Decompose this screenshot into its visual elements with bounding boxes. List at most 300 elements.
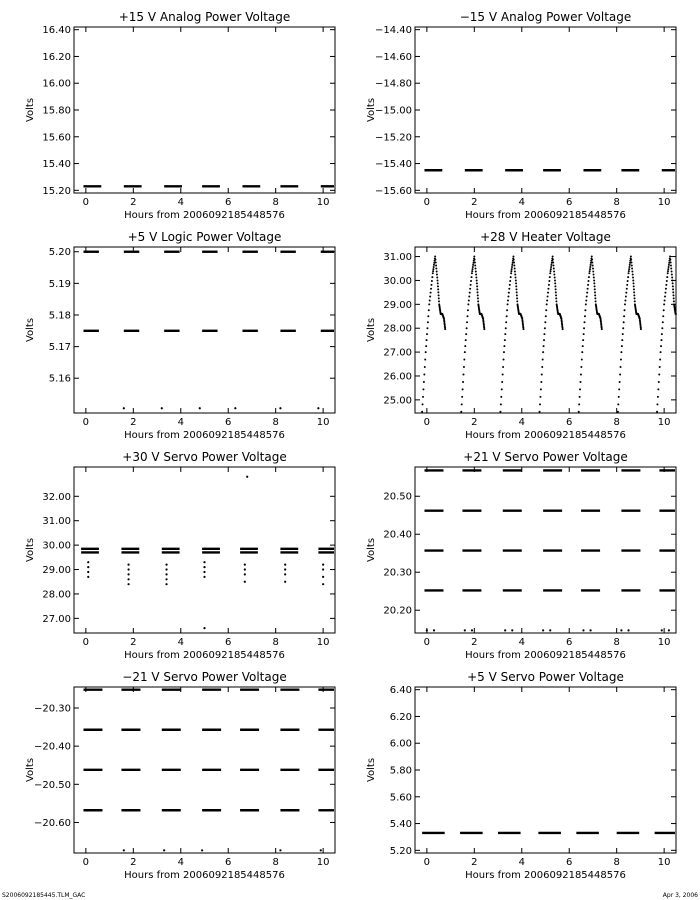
x-tick-label: 6 xyxy=(566,857,573,868)
data-point xyxy=(581,359,583,361)
data-point xyxy=(594,288,596,290)
chart-title: +21 V Servo Power Voltage xyxy=(463,450,628,464)
data-point xyxy=(547,288,549,290)
data-point xyxy=(593,273,595,275)
x-tick-label: 6 xyxy=(566,637,573,648)
data-point xyxy=(543,345,545,347)
data-point xyxy=(632,282,634,284)
x-tick-label: 6 xyxy=(566,417,573,428)
x-tick-label: 2 xyxy=(130,417,137,428)
data-point xyxy=(322,583,324,585)
data-point xyxy=(618,396,620,398)
data-point xyxy=(165,568,167,570)
data-point xyxy=(673,300,675,302)
chart-title: −21 V Servo Power Voltage xyxy=(122,670,287,684)
data-point xyxy=(473,256,475,258)
data-point xyxy=(471,629,473,631)
y-tick-label: 20.40 xyxy=(383,529,412,541)
x-tick-label: 0 xyxy=(82,197,90,208)
chart-title: +15 V Analog Power Voltage xyxy=(118,10,291,24)
x-tick-label: 2 xyxy=(130,857,137,868)
data-point xyxy=(437,279,439,281)
data-point xyxy=(161,407,163,409)
data-point xyxy=(549,629,551,631)
data-point xyxy=(671,273,673,275)
data-point xyxy=(516,300,518,302)
data-point xyxy=(462,381,464,383)
chart-panel-2 xyxy=(366,10,676,221)
data-point xyxy=(587,284,589,286)
data-point xyxy=(669,256,671,258)
data-point xyxy=(659,359,661,361)
data-point xyxy=(658,381,660,383)
data-point xyxy=(462,388,464,390)
plot-frame xyxy=(74,27,335,193)
data-point xyxy=(662,315,664,317)
data-point xyxy=(631,267,633,269)
data-point xyxy=(640,328,642,330)
data-point xyxy=(544,327,546,329)
data-point xyxy=(511,268,513,270)
data-point xyxy=(502,373,504,375)
y-axis-label: Volts xyxy=(25,537,36,563)
y-tick-label: −15.60 xyxy=(374,185,412,197)
data-point xyxy=(540,388,542,390)
data-point xyxy=(467,303,469,305)
data-point xyxy=(428,303,430,305)
data-point xyxy=(474,259,476,261)
data-point xyxy=(322,564,324,566)
data-point xyxy=(546,303,548,305)
data-point xyxy=(87,571,89,573)
x-axis-label: Hours from 2006092185448576 xyxy=(465,210,626,221)
data-point xyxy=(578,403,580,405)
y-tick-label: 5.17 xyxy=(48,342,71,354)
y-axis-label: Volts xyxy=(366,757,377,783)
y-tick-label: −20.30 xyxy=(33,703,71,715)
data-point xyxy=(474,262,476,264)
data-point xyxy=(672,282,674,284)
data-point xyxy=(553,270,555,272)
data-point xyxy=(627,276,629,278)
data-point xyxy=(284,564,286,566)
data-point xyxy=(435,262,437,264)
x-tick-label: 0 xyxy=(423,857,431,868)
y-tick-label: 15.40 xyxy=(42,159,71,171)
y-tick-label: 5.40 xyxy=(389,819,412,831)
data-point xyxy=(552,256,554,258)
data-point xyxy=(626,288,628,290)
data-point xyxy=(469,292,471,294)
y-tick-label: 16.00 xyxy=(42,78,71,90)
data-point xyxy=(438,294,440,296)
data-point xyxy=(665,288,667,290)
data-point xyxy=(550,266,552,268)
data-point xyxy=(554,279,556,281)
data-point xyxy=(554,276,556,278)
data-point xyxy=(510,276,512,278)
data-point xyxy=(87,576,89,578)
data-point xyxy=(549,276,551,278)
data-point xyxy=(541,373,543,375)
data-point xyxy=(542,629,544,631)
y-tick-label: 29.00 xyxy=(383,299,412,311)
data-point xyxy=(623,321,625,323)
data-point xyxy=(540,381,542,383)
data-point xyxy=(629,264,631,266)
data-point xyxy=(502,366,504,368)
data-point xyxy=(234,407,236,409)
data-point xyxy=(501,381,503,383)
data-point xyxy=(165,578,167,580)
data-point xyxy=(628,272,630,274)
x-axis-label: Hours from 2006092185448576 xyxy=(465,430,626,441)
data-point xyxy=(508,288,510,290)
data-point xyxy=(472,268,474,270)
data-point xyxy=(592,267,594,269)
data-point xyxy=(584,309,586,311)
data-point xyxy=(586,296,588,298)
x-tick-label: 8 xyxy=(613,197,620,208)
data-point xyxy=(279,407,281,409)
x-tick-label: 6 xyxy=(566,197,573,208)
plot-frame xyxy=(415,687,676,853)
data-point xyxy=(516,294,518,296)
data-point xyxy=(633,294,635,296)
data-point xyxy=(553,267,555,269)
data-point xyxy=(477,291,479,293)
data-point xyxy=(550,270,552,272)
data-point xyxy=(669,259,671,261)
x-tick-label: 10 xyxy=(316,417,330,428)
data-point xyxy=(625,292,627,294)
x-axis-label: Hours from 2006092185448576 xyxy=(124,210,285,221)
y-tick-label: −20.40 xyxy=(33,741,71,753)
data-point xyxy=(627,629,629,631)
data-point xyxy=(476,288,478,290)
data-point xyxy=(123,849,125,851)
data-point xyxy=(421,411,423,413)
data-point xyxy=(514,267,516,269)
data-point xyxy=(664,292,666,294)
data-point xyxy=(579,388,581,390)
data-point xyxy=(562,328,564,330)
data-point xyxy=(555,294,557,296)
data-point xyxy=(203,566,205,568)
x-tick-label: 4 xyxy=(177,417,184,428)
data-point xyxy=(617,403,619,405)
x-tick-label: 10 xyxy=(316,637,330,648)
data-point xyxy=(510,272,512,274)
x-tick-label: 4 xyxy=(518,197,525,208)
data-point xyxy=(429,299,431,301)
x-tick-label: 0 xyxy=(82,637,90,648)
data-point xyxy=(437,291,439,293)
x-tick-label: 6 xyxy=(225,417,232,428)
data-point xyxy=(476,282,478,284)
x-tick-label: 4 xyxy=(177,857,184,868)
data-point xyxy=(660,351,662,353)
y-tick-label: 31.00 xyxy=(383,252,412,264)
data-point xyxy=(672,294,674,296)
data-point xyxy=(320,849,322,851)
x-tick-label: 6 xyxy=(225,197,232,208)
data-point xyxy=(244,564,246,566)
data-point xyxy=(587,288,589,290)
data-point xyxy=(542,359,544,361)
data-point xyxy=(423,381,425,383)
data-point xyxy=(475,273,477,275)
data-point xyxy=(165,583,167,585)
x-axis-label: Hours from 2006092185448576 xyxy=(124,870,285,881)
data-point xyxy=(438,300,440,302)
data-point xyxy=(461,396,463,398)
data-point xyxy=(429,296,431,298)
data-point xyxy=(434,259,436,261)
data-point xyxy=(425,351,427,353)
data-point xyxy=(87,566,89,568)
data-point xyxy=(425,345,427,347)
x-tick-label: 10 xyxy=(316,857,330,868)
data-point xyxy=(474,265,476,267)
y-tick-label: 5.16 xyxy=(48,373,71,385)
y-tick-label: 30.00 xyxy=(383,275,412,287)
data-point xyxy=(582,345,584,347)
data-point xyxy=(548,280,550,282)
x-tick-label: 6 xyxy=(225,857,232,868)
data-point xyxy=(430,292,432,294)
data-point xyxy=(666,276,668,278)
data-point xyxy=(624,309,626,311)
y-tick-label: 28.00 xyxy=(42,589,71,601)
data-point xyxy=(426,333,428,335)
data-point xyxy=(545,309,547,311)
data-point xyxy=(579,396,581,398)
data-point xyxy=(426,629,428,631)
x-axis-label: Hours from 2006092185448576 xyxy=(124,430,285,441)
data-point xyxy=(507,303,509,305)
data-point xyxy=(201,849,203,851)
data-point xyxy=(127,573,129,575)
data-point xyxy=(516,297,518,299)
y-tick-label: 5.19 xyxy=(48,278,71,290)
y-tick-label: 5.60 xyxy=(389,792,412,804)
y-tick-label: 6.20 xyxy=(389,711,412,723)
data-point xyxy=(431,280,433,282)
data-point xyxy=(628,270,630,272)
data-point xyxy=(465,333,467,335)
data-point xyxy=(436,273,438,275)
data-point xyxy=(509,280,511,282)
data-point xyxy=(671,270,673,272)
data-point xyxy=(620,366,622,368)
y-tick-label: −14.80 xyxy=(374,78,412,90)
data-point xyxy=(199,407,201,409)
data-point xyxy=(593,279,595,281)
x-axis-label: Hours from 2006092185448576 xyxy=(465,650,626,661)
data-point xyxy=(547,292,549,294)
data-point xyxy=(423,373,425,375)
data-point xyxy=(165,573,167,575)
data-point xyxy=(244,568,246,570)
data-point xyxy=(432,268,434,270)
data-point xyxy=(505,327,507,329)
data-point xyxy=(546,299,548,301)
data-point xyxy=(433,266,435,268)
data-point xyxy=(583,327,585,329)
data-point xyxy=(87,561,89,563)
data-point xyxy=(424,359,426,361)
data-point xyxy=(592,265,594,267)
data-point xyxy=(433,629,435,631)
data-point xyxy=(444,328,446,330)
data-point xyxy=(664,296,666,298)
data-point xyxy=(203,627,205,629)
data-point xyxy=(515,288,517,290)
data-point xyxy=(634,300,636,302)
data-point xyxy=(506,315,508,317)
data-point xyxy=(435,265,437,267)
x-tick-label: 8 xyxy=(613,857,620,868)
data-point xyxy=(127,564,129,566)
data-point xyxy=(594,291,596,293)
data-point xyxy=(590,264,592,266)
data-point xyxy=(632,276,634,278)
y-tick-label: 20.20 xyxy=(383,605,412,617)
data-point xyxy=(244,573,246,575)
data-point xyxy=(469,288,471,290)
data-point xyxy=(580,373,582,375)
data-point xyxy=(468,296,470,298)
x-tick-label: 4 xyxy=(518,417,525,428)
data-point xyxy=(582,629,584,631)
data-point xyxy=(601,328,603,330)
y-tick-label: 5.20 xyxy=(48,247,71,259)
data-point xyxy=(555,297,557,299)
data-point xyxy=(593,276,595,278)
data-point xyxy=(483,328,485,330)
data-point xyxy=(624,303,626,305)
data-point xyxy=(163,849,165,851)
chart-panel-3 xyxy=(25,230,335,441)
y-tick-label: 16.40 xyxy=(42,25,71,37)
data-point xyxy=(430,288,432,290)
y-tick-label: 5.18 xyxy=(48,310,71,322)
y-axis-label: Volts xyxy=(25,97,36,123)
data-point xyxy=(432,270,434,272)
x-tick-label: 4 xyxy=(518,857,525,868)
data-point xyxy=(657,396,659,398)
y-tick-label: 6.40 xyxy=(389,685,412,697)
y-tick-label: −20.50 xyxy=(33,779,71,791)
y-tick-label: −15.00 xyxy=(374,105,412,117)
data-point xyxy=(622,333,624,335)
y-tick-label: 29.00 xyxy=(42,565,71,577)
data-point xyxy=(500,396,502,398)
data-point xyxy=(422,388,424,390)
data-point xyxy=(422,396,424,398)
data-point xyxy=(670,262,672,264)
data-point xyxy=(661,629,663,631)
data-point xyxy=(284,581,286,583)
x-tick-label: 2 xyxy=(471,417,478,428)
data-point xyxy=(504,629,506,631)
data-point xyxy=(422,403,424,405)
data-point xyxy=(464,629,466,631)
y-tick-label: 6.00 xyxy=(389,738,412,750)
chart-panel-6 xyxy=(366,450,676,661)
data-point xyxy=(508,292,510,294)
y-tick-label: 27.00 xyxy=(42,613,71,625)
data-point xyxy=(620,629,622,631)
data-point xyxy=(589,629,591,631)
x-tick-label: 8 xyxy=(613,637,620,648)
data-point xyxy=(628,268,630,270)
data-point xyxy=(660,345,662,347)
data-point xyxy=(516,291,518,293)
data-point xyxy=(582,339,584,341)
data-point xyxy=(510,270,512,272)
data-point xyxy=(633,291,635,293)
data-point xyxy=(586,292,588,294)
data-point xyxy=(284,573,286,575)
data-point xyxy=(584,315,586,317)
data-point xyxy=(438,297,440,299)
data-point xyxy=(588,276,590,278)
data-point xyxy=(203,571,205,573)
data-point xyxy=(539,403,541,405)
data-point xyxy=(625,296,627,298)
data-point xyxy=(621,339,623,341)
y-tick-label: −14.40 xyxy=(374,25,412,37)
data-point xyxy=(467,309,469,311)
data-point xyxy=(436,276,438,278)
x-tick-label: 10 xyxy=(657,637,671,648)
data-point xyxy=(127,578,129,580)
data-point xyxy=(594,285,596,287)
footer-file-label: S2006092185445.TLM_GAC xyxy=(2,892,86,899)
data-point xyxy=(630,259,632,261)
data-point xyxy=(509,284,511,286)
y-tick-label: 27.00 xyxy=(383,347,412,359)
data-point xyxy=(634,297,636,299)
x-tick-label: 4 xyxy=(518,637,525,648)
x-tick-label: 0 xyxy=(82,857,90,868)
data-point xyxy=(550,268,552,270)
data-point xyxy=(595,300,597,302)
data-point xyxy=(620,351,622,353)
y-tick-label: 25.00 xyxy=(383,395,412,407)
data-point xyxy=(588,272,590,274)
data-point xyxy=(471,270,473,272)
data-point xyxy=(426,327,428,329)
data-point xyxy=(472,266,474,268)
data-point xyxy=(244,581,246,583)
data-point xyxy=(581,351,583,353)
data-point xyxy=(673,297,675,299)
data-point xyxy=(659,366,661,368)
data-point xyxy=(592,270,594,272)
x-tick-label: 8 xyxy=(272,637,279,648)
data-point xyxy=(279,849,281,851)
data-point xyxy=(631,265,633,267)
data-point xyxy=(513,259,515,261)
data-point xyxy=(428,309,430,311)
x-tick-label: 10 xyxy=(657,857,671,868)
x-tick-label: 2 xyxy=(130,197,137,208)
y-tick-label: 15.60 xyxy=(42,132,71,144)
data-point xyxy=(463,366,465,368)
